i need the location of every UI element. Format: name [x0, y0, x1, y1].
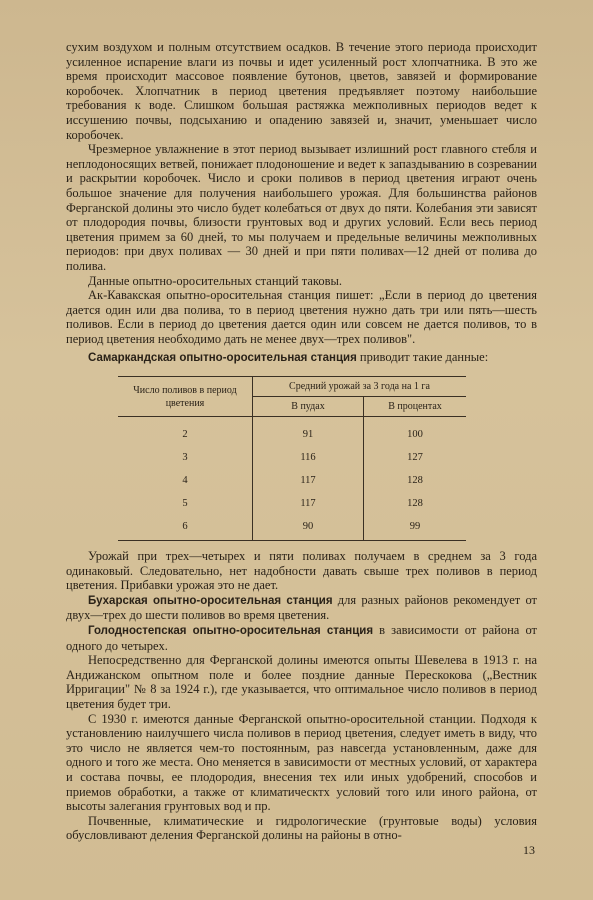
paragraph: Урожай при трех—четырех и пяти поливах получаем в среднем за 3 года одинаковый. Следовательно, нет надобности давать свыше трех поливов в период цветения. Прибавки урожая это не дает.: [66, 549, 537, 593]
table-row: 6 90 99: [118, 515, 466, 541]
bukhara-paragraph: Бухарская опытно-оросительная станция для разных районов рекомендует от двух—трех до шести поливов во время цветения.: [66, 592, 537, 623]
col-header-irrigations: Число поливов в период цветения: [118, 377, 253, 417]
paragraph: сухим воздухом и полным отсутствием осадков. В течение этого периода происходит усиленное испарение влаги из почвы и идет усиленный рост хлопчатника. В это же время происходит массовое появление бутонов, цветов, завязей и формирование коробочек. Хлопчатник в период цветения предъявляет поэтому наибольшие требования к воде. Слишком большая растяжка межполивных периодов ведет к иссушению почвы, подсыханию и опадению завязей и, значит, уменьшает число коробочек.: [66, 40, 537, 142]
table-row: 3 116 127: [118, 446, 466, 469]
paragraph: Ак-Кавакская опытно-оросительная станция пишет: „Если в период до цветения дается один или два полива, то в период цветения нужно дать три или пять—шесть поливов. Если в период до цветения дается один или совсем не дается поливов, то в период цветения необходимо дать не менее двух—трех поливов".: [66, 288, 537, 346]
col-header-poods: В пудах: [253, 397, 364, 417]
paragraph: Почвенные, климатические и гидрологические (грунтовые воды) условия обусловливают деления Ферганской долины на районы в отно-: [66, 813, 537, 843]
paragraph: С 1930 г. имеются данные Ферганской опытно-оросительной станции. Подходя к установлению наилучшего числа поливов в период цветения, следует иметь в виду, что это число не является чем-то постоянным, раз навсегда установленным, даже для одного и того же места. Оно меняется в зависимости от местных условий, от характера и состава почвы, ее плодородия, внесения тех или иных удобрений, способов и приемов обработки, а также от климатическтх условий того или иного района, от высоты залегания грунтовых вод и пр.: [66, 711, 537, 814]
golodnaya-paragraph: Голодностепская опытно-оросительная станция в зависимости от района от одного до четырех.: [66, 623, 537, 653]
top-text: [66, 40, 537, 366]
col-header-percent: В процентах: [364, 397, 467, 417]
irrigation-table: [118, 376, 466, 541]
station-name: Самаркандская опытно-оросительная станция: [88, 352, 357, 365]
samarkand-paragraph: Самаркандская опытно-оросительная станция приводит такие данные:: [88, 350, 489, 365]
table-row: 4 117 128: [118, 469, 466, 492]
page-number: 13: [523, 843, 535, 857]
table-row: 2 91 100: [118, 417, 466, 447]
station-name: Голодностепская опытно-оросительная станция: [88, 625, 374, 638]
table-row: 5 117 128: [118, 492, 466, 515]
paragraph: Непосредственно для Ферганской долины имеются опыты Шевелева в 1913 г. на Андижанском опытном поле и более поздние данные Перескокова („Вестник Ирригации" № 8 за 1924 г.), где указывается, что оптимальное число поливов в период цветения будет три.: [66, 653, 537, 711]
col-header-group: Средний урожай за 3 года на 1 га: [253, 377, 467, 397]
paragraph: Данные опытно-оросительных станций таковы.: [88, 273, 343, 288]
paragraph: Чрезмерное увлажнение в этот период вызывает излишний рост главного стебля и неплодоносящих ветвей, понижает плодоношение и ведет к запаздыванию в созревании и раскрытии коробочек. Число и сроки поливов в период цветения играют очень большое значение для получения наибольшего урожая. Для большинства районов Ферганской долины это число будет колебаться от двух до пяти. Колебания эти зависят от плодородия почвы, близости грунтовых вод и других условий. Если весь период цветения примем за 60 дней, то мы получаем и предельные величины межполивных периодов: при двух поливах — 30 дней и при пяти поливах—12 дней от полива до полива.: [66, 142, 537, 273]
bottom-text: [66, 549, 537, 843]
station-name: Бухарская опытно-оросительная станция: [88, 594, 333, 607]
